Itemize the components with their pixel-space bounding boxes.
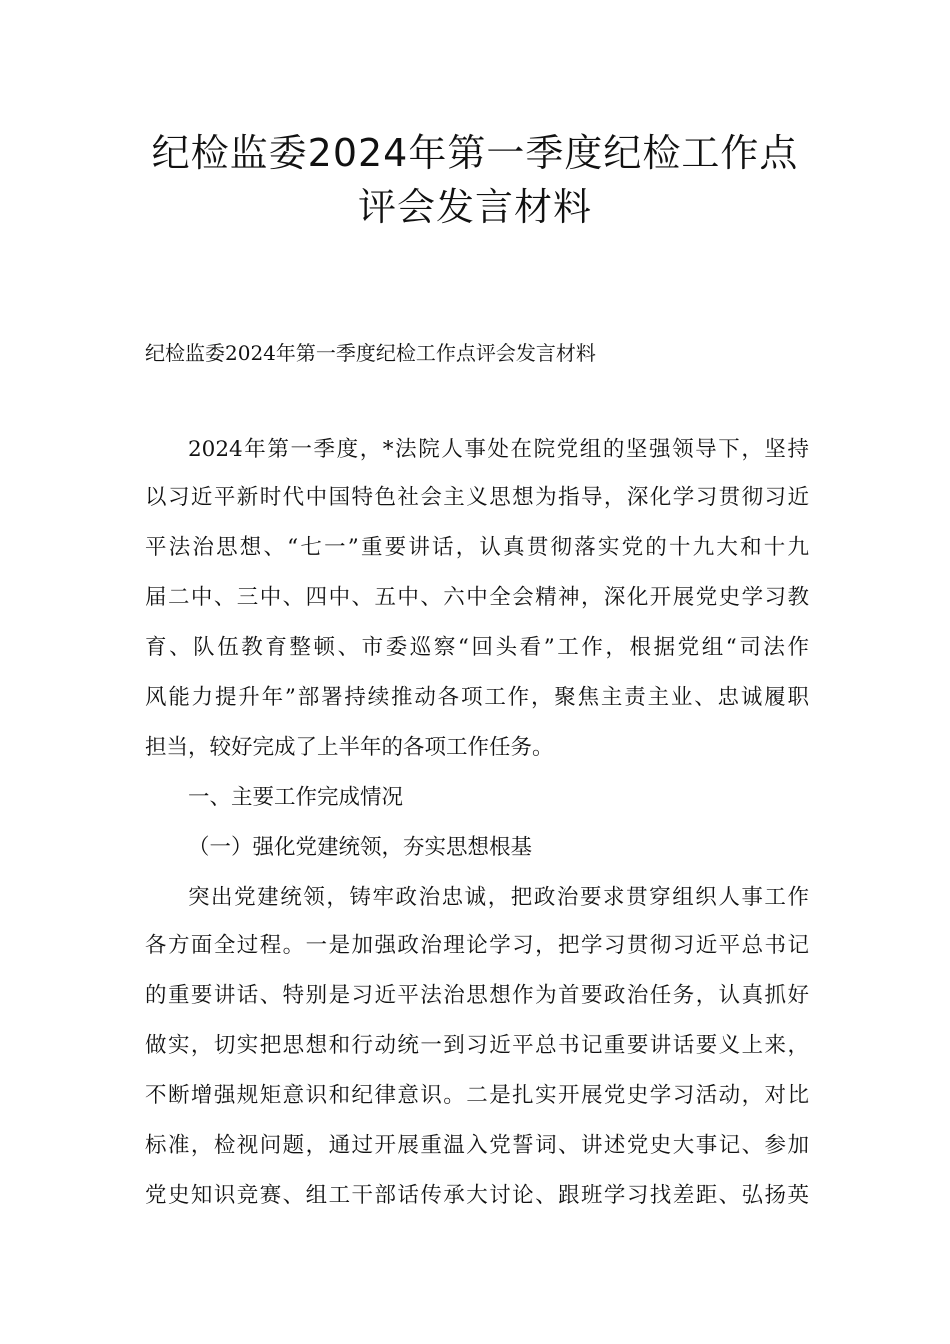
document-title-line-2: 评会发言材料 xyxy=(357,185,592,229)
section-heading-1: 一、主要工作完成情况 xyxy=(188,785,404,810)
paragraph-1-line: 平法治思想、“七一”重要讲话，认真贯彻落实党的十九大和十九 xyxy=(145,535,809,560)
paragraph-2-line: 党史知识竞赛、组工干部话传承大讨论、跟班学习找差距、弘扬英 xyxy=(145,1183,809,1208)
paragraph-2-line: 标准，检视问题，通过开展重温入党誓词、讲述党史大事记、参加 xyxy=(145,1133,809,1158)
paragraph-2-line: 做实，切实把思想和行动统一到习近平总书记重要讲话要义上来， xyxy=(145,1033,809,1058)
section-heading-2: （一）强化党建统领，夯实思想根基 xyxy=(188,835,533,860)
paragraph-2-line: 各方面全过程。一是加强政治理论学习，把学习贯彻习近平总书记 xyxy=(145,933,809,958)
document-title-line-1: 纪检监委2024年第一季度纪检工作点 xyxy=(151,131,799,175)
paragraph-2-line: 突出党建统领，铸牢政治忠诚，把政治要求贯穿组织人事工作 xyxy=(188,885,809,910)
paragraph-2-line: 不断增强规矩意识和纪律意识。二是扎实开展党史学习活动，对比 xyxy=(145,1083,809,1108)
paragraph-1-line: 风能力提升年”部署持续推动各项工作，聚焦主责主业、忠诚履职 xyxy=(145,685,809,710)
paragraph-2-line: 的重要讲话、特别是习近平法治思想作为首要政治任务，认真抓好 xyxy=(145,983,809,1008)
document-subtitle: 纪检监委2024年第一季度纪检工作点评会发言材料 xyxy=(145,341,596,365)
paragraph-1-line: 育、队伍教育整顿、市委巡察“回头看”工作，根据党组“司法作 xyxy=(145,635,809,660)
paragraph-1-line: 担当，较好完成了上半年的各项工作任务。 xyxy=(145,735,554,760)
paragraph-1-line: 以习近平新时代中国特色社会主义思想为指导，深化学习贯彻习近 xyxy=(145,485,809,510)
paragraph-1-line: 届二中、三中、四中、五中、六中全会精神，深化开展党史学习教 xyxy=(145,585,809,610)
paragraph-1-line: 2024年第一季度，*法院人事处在院党组的坚强领导下，坚持 xyxy=(188,437,809,462)
